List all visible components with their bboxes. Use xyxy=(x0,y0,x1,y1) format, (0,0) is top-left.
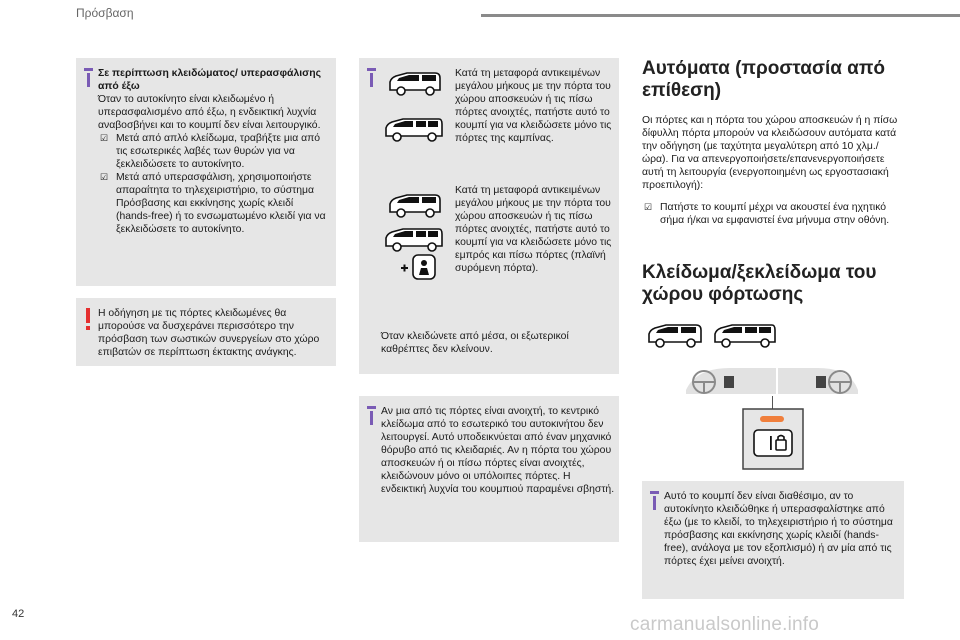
info-text: Αν μια από τις πόρτες είναι ανοιχτή, το κεντρικό κλείδωμα από το εσωτερικό του αυτοκινήτου δεν λειτουργεί. Αυτό υποδεικνύεται από έναν μηχανικό θόρυβο από τις κλειδαριές. Αν η πόρτα του χώρου αποσκευών ή οι πίσω πόρτες είναι ανοιχτές, κλειδώνουν μόνο οι υπόλοιπες πόρτες. Η ενδεικτική λυχνία του κουμπιού παραμένει σβηστή. xyxy=(381,406,615,495)
header-divider xyxy=(481,14,960,17)
watermark: carmanualsonline.info xyxy=(630,614,820,635)
warning-text: Η οδήγηση με τις πόρτες κλειδωμένες θα μπορούσε να δυσχεράνει περισσότερο την πρόσβαση των σωστικών συνεργείων στο χώρο επιβατών σε περίπτωση έκτακτης ανάγκης. xyxy=(98,308,320,358)
van-icon xyxy=(646,322,704,350)
info-box-door-open xyxy=(359,396,619,542)
info-icon xyxy=(650,491,659,513)
warning-box-driving-locked xyxy=(76,298,336,366)
header-section-title: Πρόσβαση xyxy=(76,6,134,20)
info-icon xyxy=(367,406,376,428)
bullet-text: Μετά από υπερασφάλιση, χρησιμοποιήστε απαραίτητα το τηλεχειριστήριο, το σύστημα Πρόσβασης και εκκίνησης χωρίς κλειδί (hands-free) ή το ενσωματωμένο κλειδί για να ξεκλειδώσετε το αυτοκίνητο. xyxy=(116,172,326,235)
page-number: 42 xyxy=(12,608,25,620)
van-side-icon xyxy=(383,226,445,254)
section-heading-cargo: Κλείδωμα/ξεκλείδωμα του χώρου φόρτωσης xyxy=(642,262,877,305)
info-box-button-unavailable xyxy=(642,481,904,599)
list-item xyxy=(642,201,904,227)
steering-wheel-icon xyxy=(778,364,858,398)
van-side-icon xyxy=(712,322,778,350)
info-icon xyxy=(367,68,376,90)
text-mirrors: Όταν κλειδώνετε από μέσα, οι εξωτερικοί καθρέπτες δεν κλείνουν. xyxy=(381,331,569,355)
text-front-rear-doors: Κατά τη μεταφορά αντικειμένων μεγάλου μήκους με την πόρτα του χώρου αποσκευών ή τις πίσω πόρτες ανοιχτές, πατήστε αυτό το κουμπί για να κλειδώσετε μόνο τις εμπρός και πίσω πόρτες (πλαϊνή συρόμενη πόρτα). xyxy=(455,185,612,274)
info-text: Όταν το αυτοκίνητο είναι κλειδωμένο ή υπερασφαλισμένο από έξω, η ενδεικτική λυχνία αναβοσβήνει και το κουμπί δεν είναι λειτουργικό. xyxy=(98,94,321,131)
warning-icon xyxy=(85,308,91,330)
van-icon xyxy=(387,192,443,220)
info-text: Αυτό το κουμπί δεν είναι διαθέσιμο, αν το αυτοκίνητο κλειδώθηκε ή υπερασφαλίστηκε από έξω (με το κλειδί, το τηλεχειριστήριο ή το σύστημα πρόσβασης και εκκίνησης χωρίς κλειδί (hands-free), ανάλογα με τον εξοπλισμό) ή αν μία από τις πόρτες έχει μείνει ανοιχτή. xyxy=(664,491,893,567)
instructions-box-long-objects xyxy=(359,58,619,374)
bullet-mark: ☑ xyxy=(100,172,109,182)
bullet-text: Πατήστε το κουμπί μέχρι να ακουστεί ένα ηχητικό σήμα ή/και να εμφανιστεί ένα μήνυμα στην οθόνη. xyxy=(660,202,890,226)
info-box-locked-outside xyxy=(76,58,336,286)
steering-wheel-icon xyxy=(686,364,776,398)
info-title: Σε περίπτωση κλειδώματος/ υπερασφάλισης από έξω xyxy=(98,68,321,92)
section-heading-automatic: Αυτόματα (προστασία από επίθεση) xyxy=(642,58,886,101)
list-item xyxy=(98,132,330,171)
bullet-mark: ☑ xyxy=(644,202,653,212)
paragraph-automatic: Οι πόρτες και η πόρτα του χώρου αποσκευών ή η πίσω δίφυλλη πόρτα μπορούν να κλειδώσουν αυτόματα κατά την οδήγηση (με ταχύτητα μεγαλύτερη από 10 χλμ./ώρα). Για να απενεργοποιήσετε/επανενεργοποιήσετε αυτή τη λειτουργία (ενεργοποιημένη ως εργοστασιακή προεπιλογή): xyxy=(642,115,898,192)
info-icon xyxy=(84,68,93,90)
list-item xyxy=(98,171,330,236)
bullet-mark: ☑ xyxy=(100,133,109,143)
van-icon xyxy=(387,70,443,98)
lock-key-icon xyxy=(399,252,439,282)
van-side-icon xyxy=(383,116,445,144)
bullet-text: Μετά από απλό κλείδωμα, τραβήξτε μια από τις εσωτερικές λαβές των θυρών για να ξεκλειδώσετε το αυτοκίνητο. xyxy=(116,133,321,170)
text-cabin-doors: Κατά τη μεταφορά αντικειμένων μεγάλου μήκους με την πόρτα του χώρου αποσκευών ή τις πίσω πόρτες ανοιχτές, πατήστε αυτό το κουμπί για να κλειδώσετε μόνο τις πόρτες της καμπίνας. xyxy=(455,68,612,144)
lock-button-icon[interactable] xyxy=(742,408,804,470)
